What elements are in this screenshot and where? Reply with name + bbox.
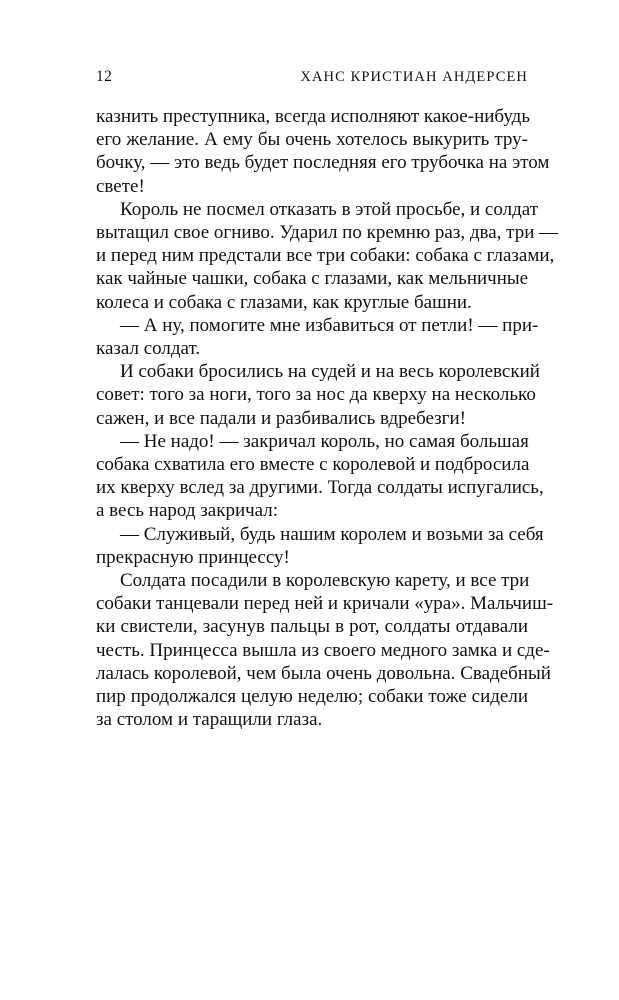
paragraph bbox=[96, 314, 539, 360]
text-line: их кверху вслед за другими. Тогда солдаты испугались, bbox=[96, 477, 544, 499]
page-number: 12 bbox=[96, 68, 113, 85]
text-line: Король не посмел отказать в этой просьбе, и солдат bbox=[120, 198, 539, 220]
text-line: казнить преступника, всегда исполняют какое-нибудь bbox=[96, 106, 530, 127]
text-line: лалась королевой, чем была очень довольна. Свадебный bbox=[96, 662, 551, 684]
text-line: собака схватила его вместе с королевой и подбросила bbox=[96, 454, 530, 476]
text-line: — А ну, помогите мне избавиться от петли! — при- bbox=[120, 314, 539, 336]
text-line: его желание. А ему бы очень хотелось выкурить тру- bbox=[96, 129, 528, 151]
text-line: казал солдат. bbox=[96, 338, 201, 360]
text-line: за столом и таращили глаза. bbox=[96, 709, 323, 731]
text-line: как чайные чашки, собака с глазами, как мельничные bbox=[96, 268, 529, 290]
running-head bbox=[96, 68, 528, 92]
text-line: — Не надо! — закричал король, но самая большая bbox=[120, 430, 529, 452]
paragraph bbox=[96, 105, 550, 198]
text-line: честь. Принцесса вышла из своего медного замка и сде- bbox=[96, 639, 550, 661]
book-page bbox=[96, 68, 559, 948]
text-line: ки свистели, засунув пальцы в рот, солдаты отдавали bbox=[96, 616, 528, 638]
text-line: свете! bbox=[96, 175, 145, 197]
text-line: бочку, — это ведь будет последняя его трубочка на этом bbox=[96, 152, 550, 174]
text-line: а весь народ закричал: bbox=[96, 500, 279, 522]
text-line: вытащил свое огниво. Ударил по кремню раз, два, три — bbox=[96, 222, 559, 244]
text-line: прекрасную принцессу! bbox=[96, 546, 290, 568]
body-text bbox=[96, 105, 559, 731]
text-line: И собаки бросились на судей и на весь королевский bbox=[120, 361, 540, 383]
paragraph bbox=[96, 198, 559, 314]
text-line: — Служивый, будь нашим королем и возьми за себя bbox=[120, 523, 544, 545]
text-line: совет: того за ноги, того за нос да кверху на несколько bbox=[96, 384, 536, 406]
paragraph bbox=[96, 430, 544, 523]
text-line: пир продолжался целую неделю; собаки тоже сидели bbox=[96, 686, 528, 708]
paragraph bbox=[96, 569, 554, 731]
paragraph bbox=[96, 360, 540, 430]
text-line: и перед ним предстали все три собаки: собака с глазами, bbox=[96, 245, 555, 267]
text-line: Солдата посадили в королевскую карету, и все три bbox=[120, 570, 530, 592]
running-head-author: ХАНС КРИСТИАН АНДЕРСЕН bbox=[300, 69, 528, 85]
text-line: колеса и собака с глазами, как круглые башни. bbox=[96, 291, 472, 313]
text-line: собаки танцевали перед ней и кричали «ура». Мальчиш- bbox=[96, 593, 554, 615]
paragraph bbox=[96, 523, 544, 569]
text-line: сажен, и все падали и разбивались вдребезги! bbox=[96, 407, 466, 429]
